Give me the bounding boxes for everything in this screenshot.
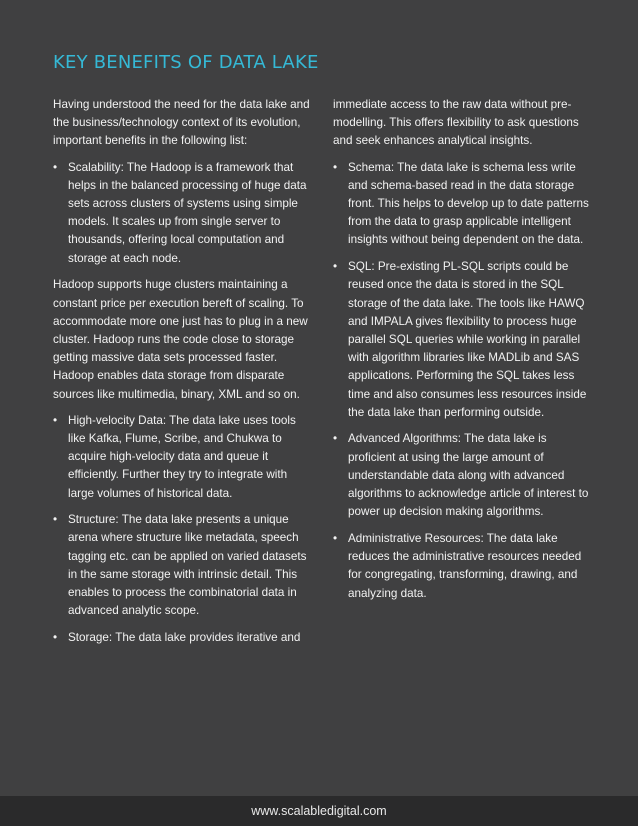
bullet-list bbox=[53, 412, 315, 647]
bullet-icon: • bbox=[333, 160, 338, 174]
continuation-paragraph: immediate access to the raw data without pre-modelling. This offers flexibility to ask questions and seek enhances analytical insights. bbox=[333, 98, 579, 148]
right-column bbox=[333, 96, 593, 611]
footer-url[interactable]: www.scalabledigital.com bbox=[251, 804, 387, 818]
intro-paragraph: Having understood the need for the data lake and the business/technology context of its evolution, important benefits in the following list: bbox=[53, 98, 310, 148]
bullet-icon: • bbox=[333, 260, 338, 274]
list-item: • Scalability: The Hadoop is a framework that helps in the balanced processing of huge data sets across clusters of systems using simple models. It scales up from single server to thousands, offering local computation and storage at each node. bbox=[53, 160, 307, 265]
list-item: • Administrative Resources: The data lake reduces the administrative resources needed for congregating, transforming, drawing, and analyzing data. bbox=[333, 531, 582, 600]
bullet-icon: • bbox=[53, 513, 58, 527]
bullet-icon: • bbox=[53, 413, 58, 427]
footer-bar bbox=[0, 796, 638, 826]
list-item: • Storage: The data lake provides iterative and bbox=[53, 629, 315, 647]
bullet-icon: • bbox=[53, 160, 58, 174]
bullet-list bbox=[333, 159, 593, 603]
left-column bbox=[53, 96, 315, 656]
bullet-list bbox=[53, 159, 315, 268]
bullet-icon: • bbox=[333, 531, 338, 545]
hadoop-paragraph: Hadoop supports huge clusters maintaining a constant price per execution bereft of scaling. To accommodate more one just has to plug in a new cluster. Hadoop runs the code close to storage getting massive data sets processed faster. Hadoop enables data storage from disparate sources like multimedia, binary, XML and so on. bbox=[53, 278, 308, 401]
page-title: KEY BENEFITS OF DATA LAKE bbox=[53, 52, 319, 73]
bullet-icon: • bbox=[333, 432, 338, 446]
list-item: • Advanced Algorithms: The data lake is proficient at using the large amount of understandable data along with advanced algorithms to acknowledge article of interest to power up decision making algorithms. bbox=[333, 432, 589, 519]
list-item: • Structure: The data lake presents a unique arena where structure like metadata, speech tagging etc. can be applied on varied datasets in the same storage with intrinsic detail. This enables to process the combinatorial data in advanced analytic scope. bbox=[53, 513, 307, 618]
bullet-icon: • bbox=[53, 630, 58, 644]
list-item: • High-velocity Data: The data lake uses tools like Kafka, Flume, Scribe, and Chukwa to acquire high-velocity data and queue it efficiently. Further they try to integrate with large volumes of historical data. bbox=[53, 413, 296, 500]
list-item: • SQL: Pre-existing PL-SQL scripts could be reused once the data is stored in the SQL storage of the data lake. The tools like HAWQ and IMPALA gives flexibility to process huge parallel SQL queries while working in parallel with algorithm libraries like MADLib and SAS applications. Performing the SQL takes less time and also consumes less resources inside the data lake than performing outside. bbox=[333, 260, 587, 419]
list-item: • Schema: The data lake is schema less write and schema-based read in the data storage front. This helps to develop up to date patterns from the data to grasp applicable intelligent insights without being dependent on the data. bbox=[333, 160, 589, 247]
